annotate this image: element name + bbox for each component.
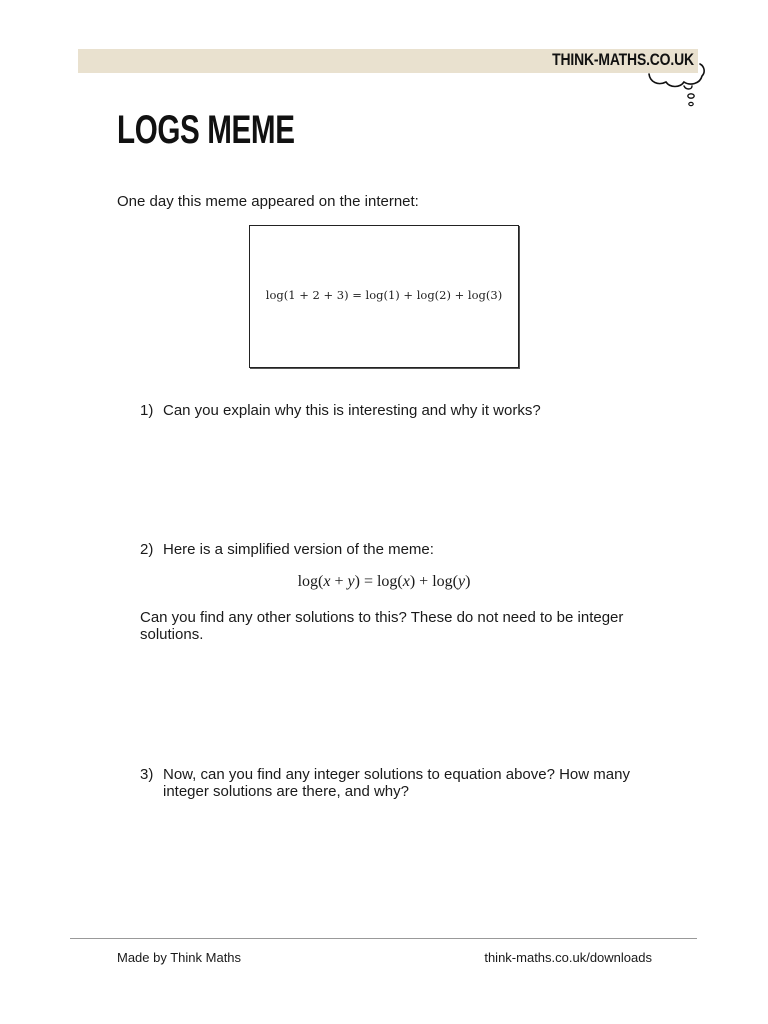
footer-link[interactable]: think-maths.co.uk/downloads: [484, 950, 652, 965]
question-number: 3): [140, 766, 154, 783]
meme-image: [249, 225, 519, 368]
intro-text: One day this meme appeared on the internet:: [117, 193, 419, 210]
question-number: 2): [140, 541, 154, 558]
question-text: Here is a simplified version of the meme:: [163, 541, 434, 558]
thought-cloud-icon: [646, 60, 708, 114]
question-text: Can you explain why this is interesting and why it works?: [163, 402, 541, 419]
footer-divider: [70, 938, 697, 939]
footer-credit: Made by Think Maths: [117, 950, 242, 965]
simplified-equation: log(x + y) = log(x) + log(y): [297, 573, 471, 590]
question-text: Now, can you find any integer solutions to equation above? How many integer solutions are there, and why?: [163, 766, 630, 800]
question-number: 1): [140, 402, 154, 419]
question-2-followup: Can you find any other solutions to this? These do not need to be integer solutions.: [140, 609, 624, 643]
page-title: LOGS MEME: [117, 108, 295, 152]
meme-equation: log(1 + 2 + 3) = log(1) + log(2) + log(3): [265, 288, 503, 302]
brand-logo-text: THINK-MATHS.CO.UK: [552, 50, 694, 69]
